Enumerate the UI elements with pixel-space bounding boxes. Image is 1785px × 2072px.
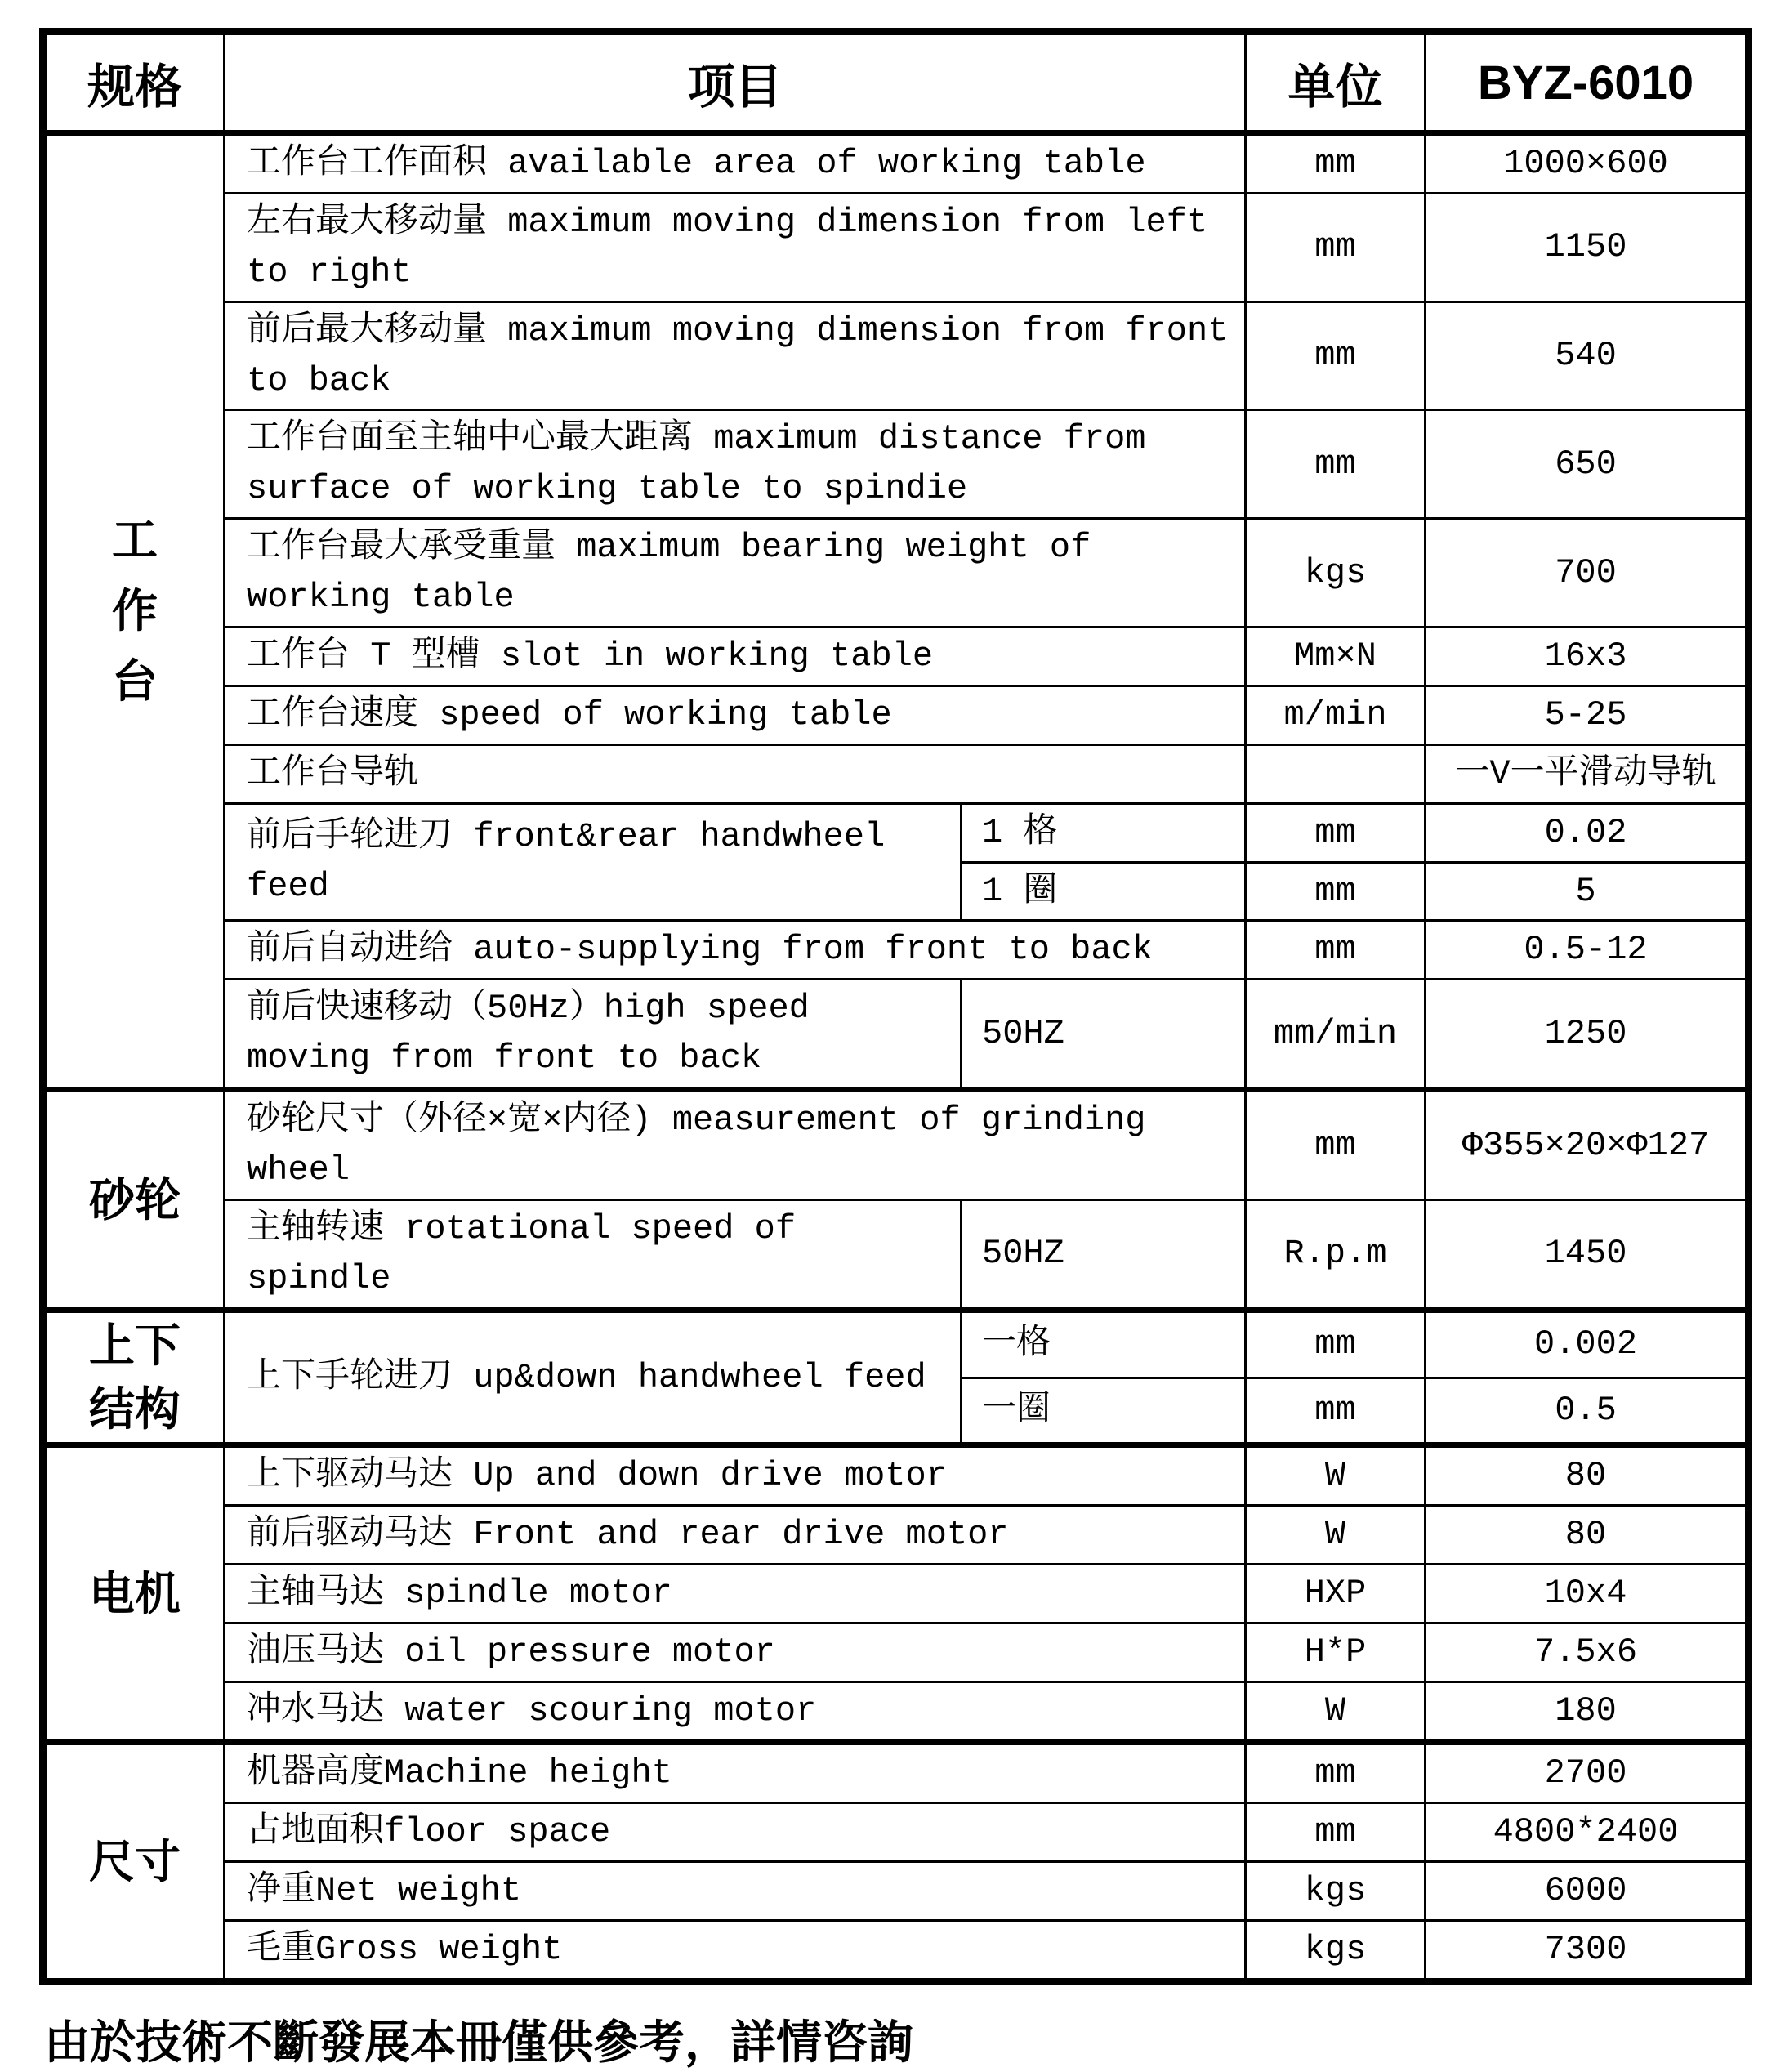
value-cell: 4800*2400 [1426, 1802, 1749, 1861]
item-cell: 前后快速移动（50Hz）high speed moving from front to back [225, 980, 962, 1090]
value-cell: 7.5x6 [1426, 1623, 1749, 1682]
value-cell: Φ355×20×Φ127 [1426, 1090, 1749, 1200]
unit-cell: kgs [1246, 519, 1426, 627]
value-cell: 16x3 [1426, 627, 1749, 686]
sub-item-cell: 一圈 [962, 1378, 1246, 1445]
table-row [43, 980, 1749, 1090]
value-cell: 10x4 [1426, 1565, 1749, 1623]
unit-cell: kgs [1246, 1920, 1426, 1981]
value-cell: 6000 [1426, 1861, 1749, 1920]
unit-cell: Mm×N [1246, 627, 1426, 686]
unit-cell: HXP [1246, 1565, 1426, 1623]
table-row [43, 1802, 1749, 1861]
item-cell: 工作台面至主轴中心最大距离 maximum distance from surface of working table to spindie [225, 410, 1246, 519]
item-cell: 左右最大移动量 maximum moving dimension from left to right [225, 193, 1246, 301]
item-cell: 冲水马达 water scouring motor [225, 1682, 1246, 1743]
item-cell: 工作台最大承受重量 maximum bearing weight of working table [225, 519, 1246, 627]
unit-cell: mm [1246, 803, 1426, 862]
table-row [43, 744, 1749, 803]
section-label-worktable [43, 133, 225, 1090]
value-cell: 1150 [1426, 193, 1749, 301]
sub-item-cell: 50HZ [962, 980, 1246, 1090]
value-cell: 80 [1426, 1506, 1749, 1565]
value-cell: 540 [1426, 301, 1749, 410]
item-cell: 上下驱动马达 Up and down drive motor [225, 1445, 1246, 1506]
value-cell: 0.5 [1426, 1378, 1749, 1445]
table-row [43, 1623, 1749, 1682]
sub-item-cell: 一格 [962, 1310, 1246, 1378]
table-row [43, 1861, 1749, 1920]
table-row [43, 1090, 1749, 1200]
sub-item-cell: 1 格 [962, 803, 1246, 862]
table-row [43, 1199, 1749, 1310]
unit-cell: mm [1246, 133, 1426, 194]
value-cell: 650 [1426, 410, 1749, 519]
header-unit-column: 单位 [1246, 32, 1426, 133]
section-label-dimensions: 尺寸 [43, 1742, 225, 1981]
section-label-text: 工作台 [111, 513, 158, 708]
value-cell: 0.002 [1426, 1310, 1749, 1378]
item-cell: 前后自动进给 auto-supplying from front to back [225, 921, 1246, 980]
unit-cell: mm [1246, 1378, 1426, 1445]
header-model-column: BYZ-6010 [1426, 32, 1749, 133]
table-row [43, 193, 1749, 301]
table-row [43, 133, 1749, 194]
item-cell: 工作台导轨 [225, 744, 1246, 803]
spec-table [39, 28, 1752, 1985]
disclaimer-text: 由於技術不斷發展本冊僅供參考，詳情咨詢 [44, 2016, 913, 2068]
table-row [43, 921, 1749, 980]
item-cell: 工作台工作面积 available area of working table [225, 133, 1246, 194]
item-cell: 工作台速度 speed of working table [225, 685, 1246, 744]
item-cell: 砂轮尺寸（外径×宽×内径) measurement of grinding wheel [225, 1090, 1246, 1200]
item-cell: 前后驱动马达 Front and rear drive motor [225, 1506, 1246, 1565]
header-spec-column: 规格 [43, 32, 225, 133]
header-item-column: 项目 [225, 32, 1246, 133]
unit-cell [1246, 744, 1426, 803]
unit-cell: kgs [1246, 1861, 1426, 1920]
section-label-updown-structure [43, 1310, 225, 1445]
value-cell: 5 [1426, 862, 1749, 921]
unit-cell: mm [1246, 1742, 1426, 1802]
value-cell: 1000×600 [1426, 133, 1749, 194]
unit-cell: mm [1246, 921, 1426, 980]
table-row [43, 301, 1749, 410]
section-label-motor: 电机 [43, 1445, 225, 1742]
table-row [43, 1506, 1749, 1565]
header-row [43, 32, 1749, 133]
value-cell: 1250 [1426, 980, 1749, 1090]
item-cell: 前后手轮进刀 front&rear handwheel feed [225, 803, 962, 921]
table-row [43, 1445, 1749, 1506]
item-cell: 主轴马达 spindle motor [225, 1565, 1246, 1623]
unit-cell: mm [1246, 193, 1426, 301]
item-cell: 机器高度Machine height [225, 1742, 1246, 1802]
unit-cell: W [1246, 1682, 1426, 1743]
table-row [43, 1565, 1749, 1623]
unit-cell: mm [1246, 1802, 1426, 1861]
value-cell: 2700 [1426, 1742, 1749, 1802]
table-row [43, 410, 1749, 519]
section-label-grinding-wheel: 砂轮 [43, 1090, 225, 1311]
unit-cell: mm [1246, 301, 1426, 410]
item-cell: 油压马达 oil pressure motor [225, 1623, 1246, 1682]
table-row [43, 627, 1749, 686]
sub-item-cell: 1 圈 [962, 862, 1246, 921]
unit-cell: R.p.m [1246, 1199, 1426, 1310]
unit-cell: mm [1246, 862, 1426, 921]
value-cell: 0.5-12 [1426, 921, 1749, 980]
unit-cell: H*P [1246, 1623, 1426, 1682]
table-row [43, 803, 1749, 862]
table-row [43, 1310, 1749, 1378]
unit-cell: mm [1246, 1090, 1426, 1200]
value-cell: 5-25 [1426, 685, 1749, 744]
value-cell: 0.02 [1426, 803, 1749, 862]
item-cell: 净重Net weight [225, 1861, 1246, 1920]
unit-cell: mm [1246, 1310, 1426, 1378]
value-cell: 7300 [1426, 1920, 1749, 1981]
section-label-text: 上下结构 [88, 1319, 181, 1436]
table-row [43, 1742, 1749, 1802]
value-cell: 180 [1426, 1682, 1749, 1743]
value-cell: 700 [1426, 519, 1749, 627]
table-row [43, 519, 1749, 627]
item-cell: 毛重Gross weight [225, 1920, 1246, 1981]
unit-cell: W [1246, 1506, 1426, 1565]
item-cell: 主轴转速 rotational speed of spindle [225, 1199, 962, 1310]
unit-cell: m/min [1246, 685, 1426, 744]
table-row [43, 685, 1749, 744]
value-cell: 一V一平滑动导轨 [1426, 744, 1749, 803]
table-row [43, 1682, 1749, 1743]
item-cell: 前后最大移动量 maximum moving dimension from front to back [225, 301, 1246, 410]
item-cell: 工作台 T 型槽 slot in working table [225, 627, 1246, 686]
unit-cell: mm [1246, 410, 1426, 519]
unit-cell: mm/min [1246, 980, 1426, 1090]
item-cell: 占地面积floor space [225, 1802, 1246, 1861]
unit-cell: W [1246, 1445, 1426, 1506]
value-cell: 1450 [1426, 1199, 1749, 1310]
value-cell: 80 [1426, 1445, 1749, 1506]
table-row [43, 1920, 1749, 1981]
item-cell: 上下手轮进刀 up&down handwheel feed [225, 1310, 962, 1445]
sub-item-cell: 50HZ [962, 1199, 1246, 1310]
